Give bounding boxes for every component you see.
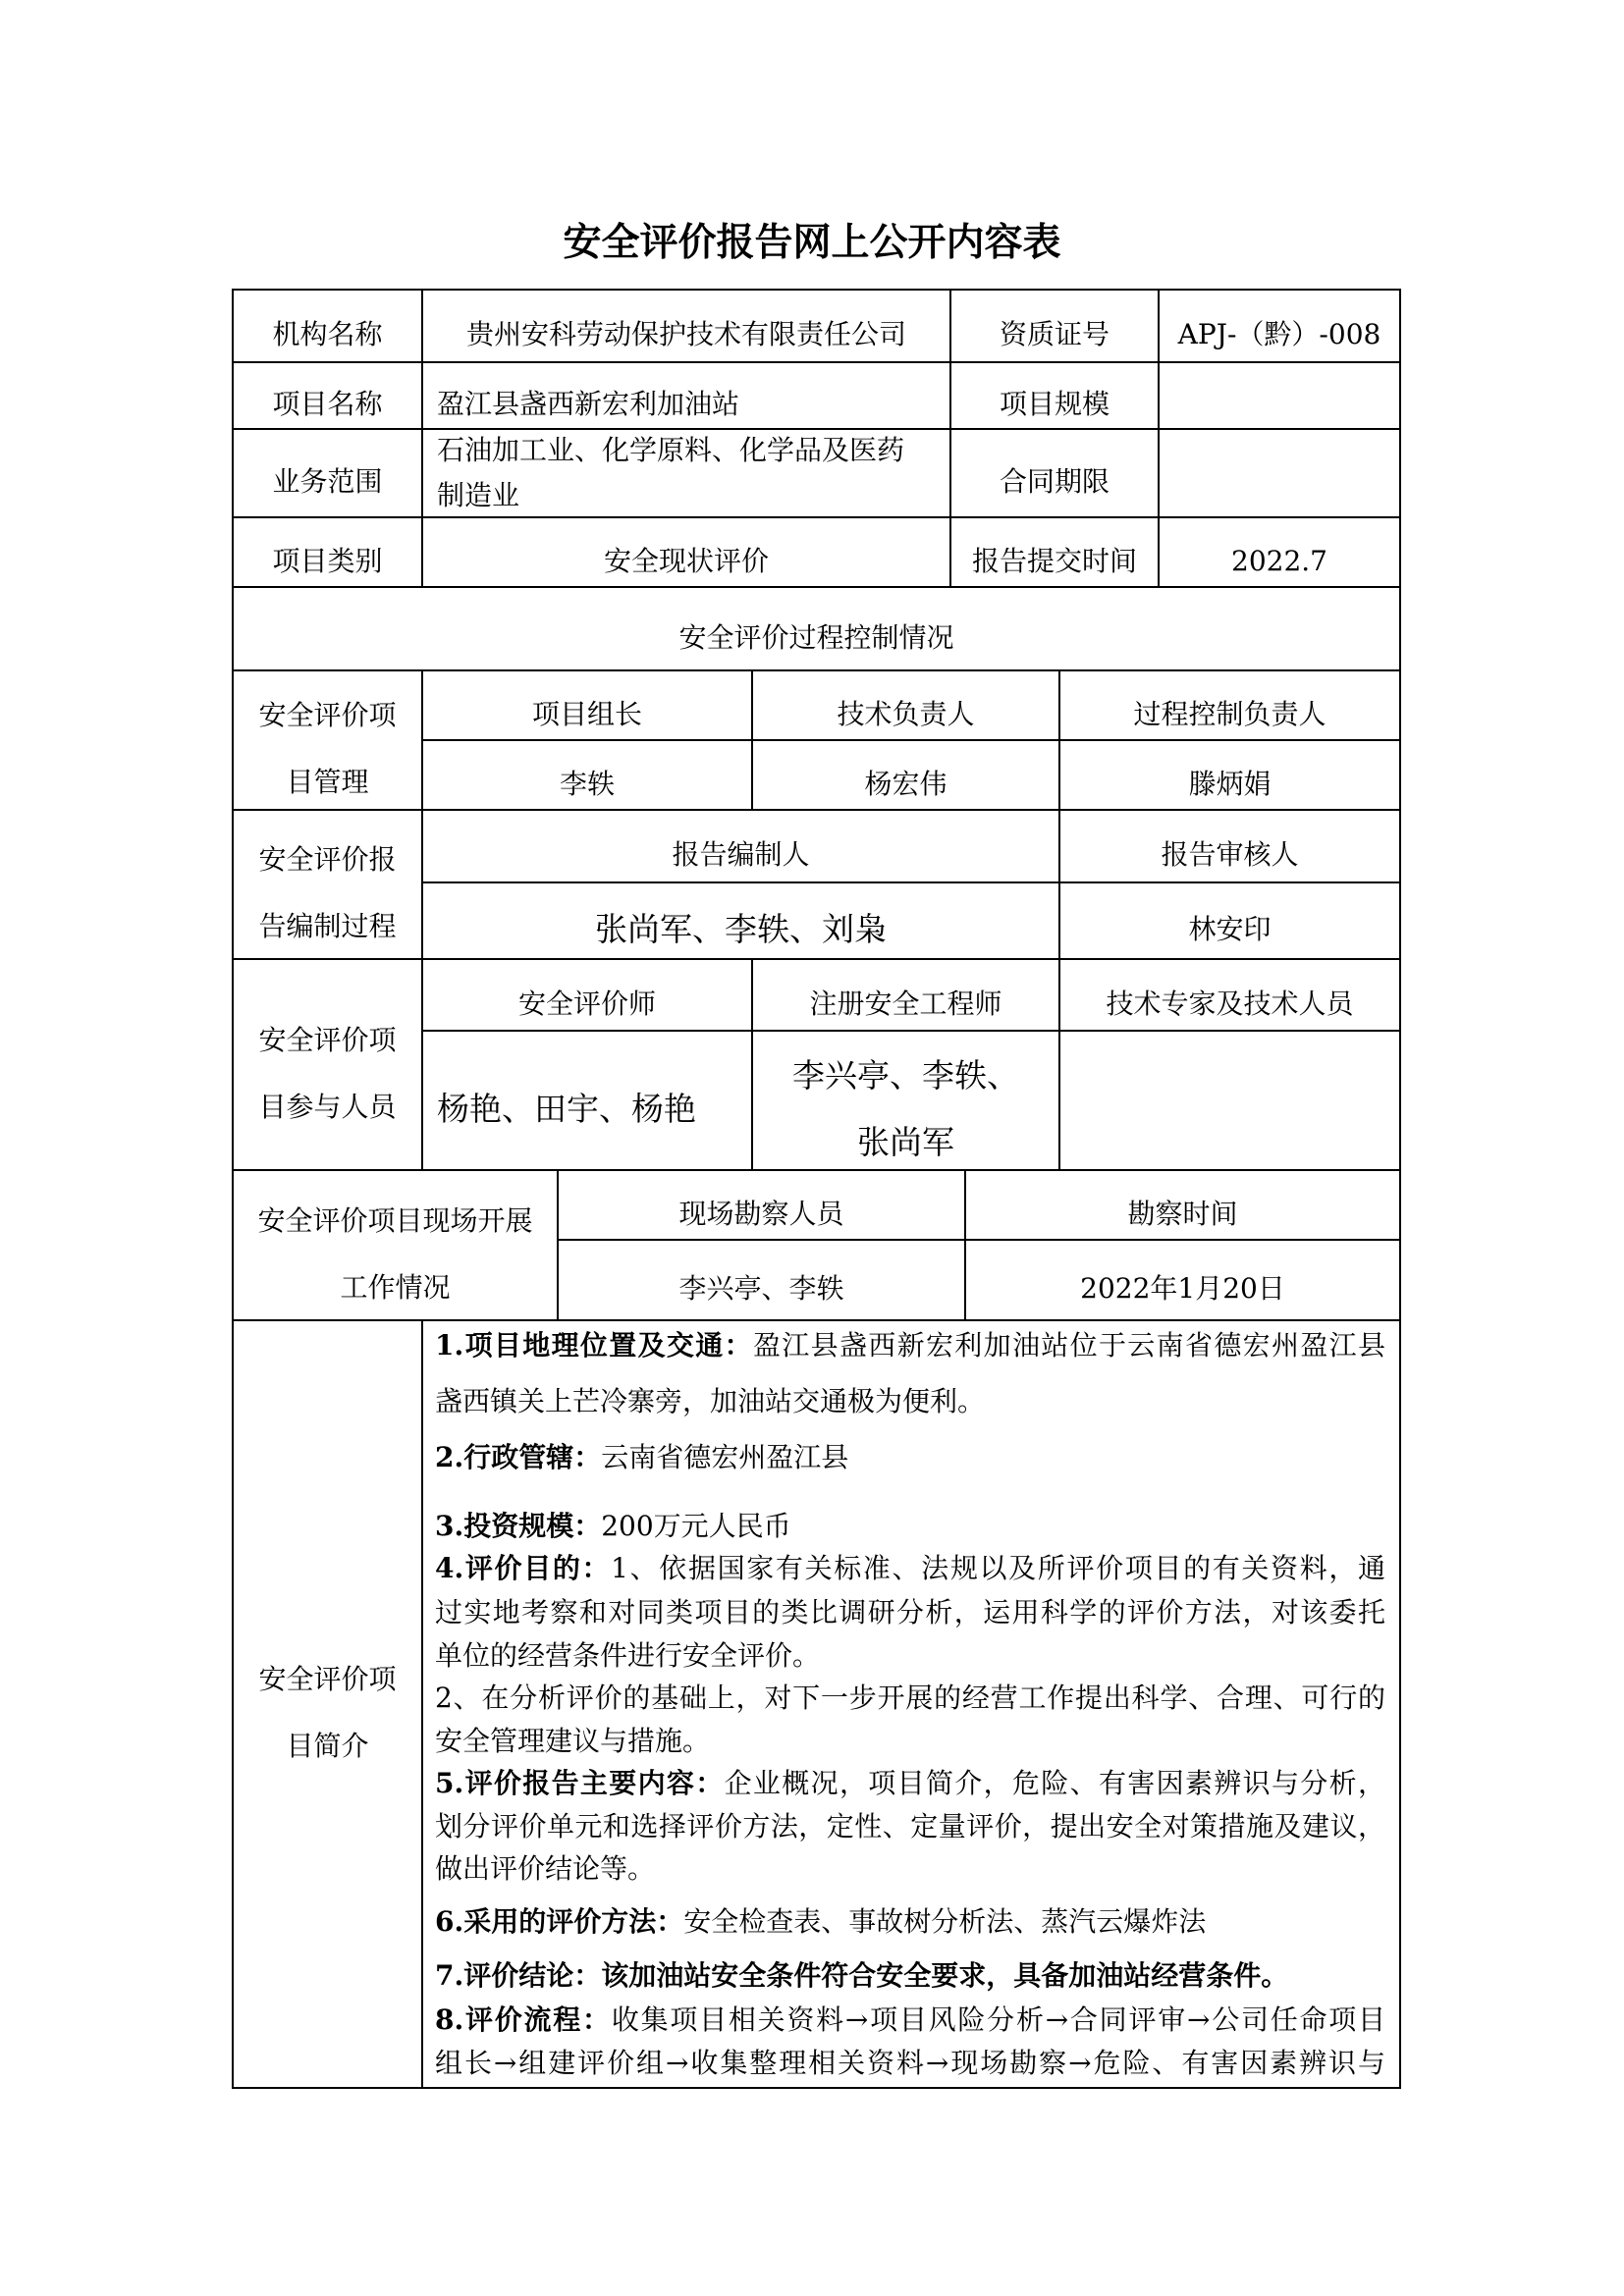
summary-line [435,1507,1385,1546]
survey-date-header: 勘察时间 [964,1169,1401,1241]
report-author-header: 报告编制人 [421,809,1060,883]
participants-label-line: 安全评价项 [258,1023,397,1056]
document-title: 安全评价报告网上公开内容表 [563,220,1061,265]
summary-line [435,1326,1385,1365]
technical-expert-header: 技术专家及技术人员 [1058,958,1401,1032]
summary-line [435,1382,1385,1421]
summary-item-label: 4.评价目的： [435,1552,612,1584]
summary-line [435,1764,1385,1803]
process-control-lead-value: 滕炳娟 [1058,739,1401,811]
summary-line [435,1807,1385,1846]
summary-line [435,1849,1385,1889]
summary-item-label: 6.采用的评价方法： [435,1905,684,1938]
summary-item-text: 该加油站安全条件符合安全要求，具备加油站经营条件。 [601,1959,1289,1992]
safety-engineer-line: 李兴亭、李轶、 [792,1056,1019,1095]
summary-item-text: 安全检查表、事故树分析法、蒸汽云爆炸法 [683,1905,1207,1938]
summary-item-label: 5.评价报告主要内容： [435,1767,725,1799]
management-label-line: 目管理 [286,766,369,798]
summary-item-text: 企业概况，项目简介，危险、有害因素辨识与分析， [724,1767,1385,1799]
business-scope-line: 石油加工业、化学原料、化学品及医药 [437,434,905,466]
summary-label-line: 安全评价项 [258,1663,397,1695]
summary-line [435,2001,1385,2040]
summary-item-text: 组长→组建评价组→收集整理相关资料→现场勘察→危险、有害因素辨识与 [435,2047,1385,2079]
evaluator-value: 杨艳、田宇、杨艳 [421,1030,753,1171]
summary-item-label: 7.评价结论： [435,1959,602,1992]
summary-item-text: 单位的经营条件进行安全评价。 [435,1639,821,1672]
summary-line [435,1636,1385,1676]
summary-line [435,1679,1385,1718]
safety-engineer-line: 张尚军 [857,1123,954,1161]
summary-item-label: 1.项目地理位置及交通： [435,1329,753,1362]
participants-label-line: 目参与人员 [258,1090,397,1123]
contract-period-label: 合同期限 [949,428,1160,518]
project-type-value: 安全现状评价 [421,516,951,588]
technical-expert-value [1058,1030,1401,1171]
summary-item-label: 2.行政管辖： [435,1441,602,1473]
org-name-value: 贵州安科劳动保护技术有限责任公司 [421,289,951,363]
cert-no-label: 资质证号 [949,289,1160,363]
technical-lead-value: 杨宏伟 [751,739,1060,811]
summary-line [435,1549,1385,1588]
summary-label-line: 目简介 [286,1730,369,1762]
project-name-label: 项目名称 [232,361,423,430]
summary-item-text: 盈江县盏西新宏利加油站位于云南省德宏州盈江县 [752,1329,1385,1362]
business-scope-line: 制造业 [437,479,520,511]
summary-item-text: 2、在分析评价的基础上，对下一步开展的经营工作提出科学、合理、可行的 [435,1682,1385,1714]
summary-item-text: 过实地考察和对同类项目的类比调研分析，运用科学的评价方法，对该委托 [435,1596,1385,1629]
process-control-lead-header: 过程控制负责人 [1058,669,1401,741]
business-scope-label: 业务范围 [232,428,423,518]
safety-engineer-header: 注册安全工程师 [751,958,1060,1032]
summary-item-text: 盏西镇关上芒冷寨旁，加油站交通极为便利。 [435,1385,986,1417]
summary-line [435,1438,1385,1477]
team-leader-header: 项目组长 [421,669,753,741]
report-date-value: 2022.7 [1158,516,1401,588]
safety-engineer-value [751,1030,1060,1171]
contract-period-value [1158,428,1401,518]
site-work-label-line: 工作情况 [340,1270,451,1304]
summary-item-label: 8.评价流程： [435,2003,612,2036]
summary-line [435,1956,1385,1996]
report-reviewer-header: 报告审核人 [1058,809,1401,883]
report-author-value: 张尚军、李轶、刘枭 [421,881,1060,960]
report-date-label: 报告提交时间 [949,516,1160,588]
compilation-label [232,809,423,960]
business-scope-value [421,428,951,518]
site-surveyor-header: 现场勘察人员 [557,1169,966,1241]
management-label-line: 安全评价项 [258,699,397,731]
project-scale-label: 项目规模 [949,361,1160,430]
summary-item-label: 3.投资规模： [435,1510,602,1542]
summary-item-text: 云南省德宏州盈江县 [601,1441,849,1473]
project-type-label: 项目类别 [232,516,423,588]
report-reviewer-value: 林安印 [1058,881,1401,960]
summary-label [232,1319,423,2089]
summary-line [435,2044,1385,2083]
summary-line [435,1593,1385,1632]
summary-line [435,1722,1385,1761]
compilation-label-line: 告编制过程 [258,910,397,942]
summary-item-text: 划分评价单元和选择评价方法，定性、定量评价，提出安全对策措施及建议， [435,1810,1385,1842]
org-name-label: 机构名称 [232,289,423,363]
summary-item-text: 200万元人民币 [601,1510,791,1542]
summary-item-text: 做出评价结论等。 [435,1852,656,1885]
evaluator-header: 安全评价师 [421,958,753,1032]
technical-lead-header: 技术负责人 [751,669,1060,741]
site-surveyor-value: 李兴亭、李轶 [557,1239,966,1321]
team-leader-value: 李轶 [421,739,753,811]
process-control-heading: 安全评价过程控制情况 [232,586,1401,671]
project-scale-value [1158,361,1401,430]
project-name-value: 盈江县盏西新宏利加油站 [421,361,951,430]
cert-no-value: APJ-（黔）-008 [1158,289,1401,363]
summary-line [435,1902,1385,1942]
survey-date-value: 2022年1月20日 [964,1239,1401,1321]
summary-item-text: 收集项目相关资料→项目风险分析→合同评审→公司任命项目 [611,2003,1386,2036]
participants-label [232,958,423,1171]
site-work-label [232,1169,559,1321]
compilation-label-line: 安全评价报 [258,843,397,876]
summary-item-text: 1、依据国家有关标准、法规以及所评价项目的有关资料，通 [611,1552,1386,1584]
summary-item-text: 安全管理建议与措施。 [435,1725,711,1757]
site-work-label-line: 安全评价项目现场开展 [257,1203,533,1237]
management-label [232,669,423,811]
